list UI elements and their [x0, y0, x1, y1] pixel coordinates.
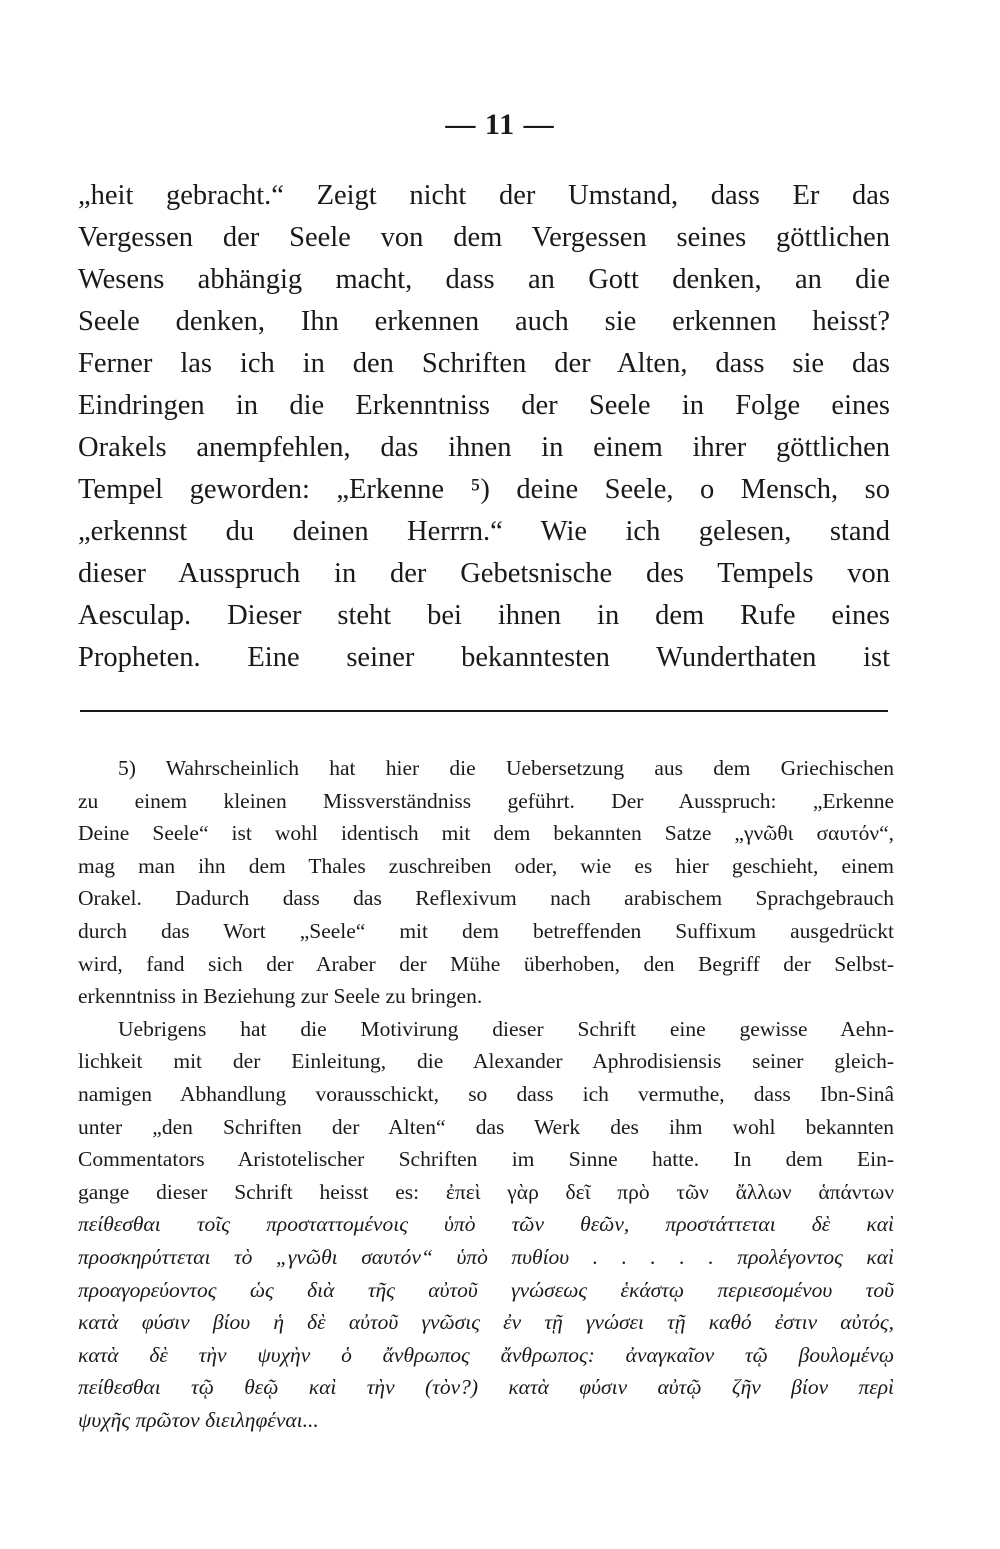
main-text-line: Orakels anempfehlen, das ihnen in einem ihrer göttlichen	[78, 432, 890, 463]
footnote-line: mag man ihn dem Thales zuschreiben oder, wie es hier geschieht, einem	[78, 853, 894, 878]
main-text-line: Propheten. Eine seiner bekanntesten Wunderthaten ist	[78, 642, 890, 673]
footnote-line: durch das Wort „Seele“ mit dem betreffenden Suffixum ausgedrückt	[78, 918, 894, 943]
footnote-line: Commentators Aristotelischer Schriften im Sinne hatte. In dem Ein-	[78, 1147, 894, 1172]
main-text-line: Ferner las ich in den Schriften der Alten, dass sie das	[78, 348, 890, 379]
main-text-block	[78, 175, 890, 679]
footnote-greek-line: πείθεσθαι τοῖς προσταττομένοις ὑπὸ τῶν θεῶν, προστάττεται δὲ καὶ	[78, 1212, 894, 1237]
main-text-line: Wesens abhängig macht, dass an Gott denken, an die	[78, 264, 890, 295]
footnote-line: erkenntniss in Beziehung zur Seele zu bringen.	[78, 984, 483, 1009]
footnote-line: 5) Wahrscheinlich hat hier die Uebersetzung aus dem Griechischen	[118, 756, 894, 780]
footnote-line: lichkeit mit der Einleitung, die Alexander Aphrodisiensis seiner gleich-	[78, 1049, 894, 1074]
footnote-line: gange dieser Schrift heisst es: ἐπεὶ γὰρ δεῖ πρὸ τῶν ἄλλων ἁπάντων	[78, 1179, 894, 1204]
main-text-line: Aesculap. Dieser steht bei ihnen in dem Rufe eines	[78, 600, 890, 631]
main-text-line: dieser Ausspruch in der Gebetsnische des Tempels von	[78, 558, 890, 589]
footnote-greek-line: ψυχῆς πρῶτον διειληφέναι...	[78, 1407, 319, 1432]
footnote-greek-line: προσκηρύττεται τὸ „γνῶθι σαυτόν“ ὑπὸ πυθίου . . . . . προλέγοντος καὶ	[78, 1244, 894, 1269]
footnote-line: unter „den Schriften der Alten“ das Werk des ihm wohl bekannten	[78, 1114, 894, 1139]
main-text-line: Tempel geworden: „Erkenne ⁵) deine Seele, o Mensch, so	[78, 474, 890, 505]
footnote-line: zu einem kleinen Missverständniss geführt. Der Ausspruch: „Erkenne	[78, 788, 894, 813]
footnote-line: wird, fand sich der Araber der Mühe überhoben, den Begriff der Selbst-	[78, 951, 894, 976]
footnote-greek-line: κατὰ δὲ τὴν ψυχὴν ὁ ἄνθρωπος ἄνθρωπος: ἀναγκαῖον τῷ βουλομένῳ	[78, 1342, 894, 1367]
footnote-line: Deine Seele“ ist wohl identisch mit dem bekannten Satze „γνῶθι σαυτόν“,	[78, 821, 894, 846]
footnote-line: namigen Abhandlung vorausschickt, so dass ich vermuthe, dass Ibn-Sinâ	[78, 1081, 894, 1106]
footnote-greek-line: κατὰ φύσιν βίου ἡ δὲ αὐτοῦ γνῶσις ἐν τῇ γνώσει τῇ καθό ἐστιν αὐτός,	[78, 1310, 894, 1335]
footnote-block	[78, 752, 894, 1436]
footnote-separator-rule	[80, 710, 888, 712]
main-text-line: Seele denken, Ihn erkennen auch sie erkennen heisst?	[78, 306, 890, 337]
footnote-line: Orakel. Dadurch dass das Reflexivum nach arabischem Sprachgebrauch	[78, 886, 894, 911]
page-number: — 11 —	[445, 108, 555, 141]
main-text-line: „heit gebracht.“ Zeigt nicht der Umstand, dass Er das	[78, 180, 890, 211]
footnote-line: Uebrigens hat die Motivirung dieser Schrift eine gewisse Aehn-	[118, 1016, 894, 1041]
footnote-greek-line: πείθεσθαι τῷ θεῷ καὶ τὴν (τὸν?) κατὰ φύσιν αὐτῷ ζῆν βίον περὶ	[78, 1375, 894, 1400]
footnote-greek-line: προαγορεύοντος ὡς διὰ τῆς αὐτοῦ γνώσεως ἑκάστῳ περιεσομένου τοῦ	[78, 1277, 894, 1302]
main-text-line: Eindringen in die Erkenntniss der Seele in Folge eines	[78, 390, 890, 421]
main-text-line: Vergessen der Seele von dem Vergessen seines göttlichen	[78, 222, 890, 253]
main-text-line: „erkennst du deinen Herrrn.“ Wie ich gelesen, stand	[78, 516, 890, 547]
